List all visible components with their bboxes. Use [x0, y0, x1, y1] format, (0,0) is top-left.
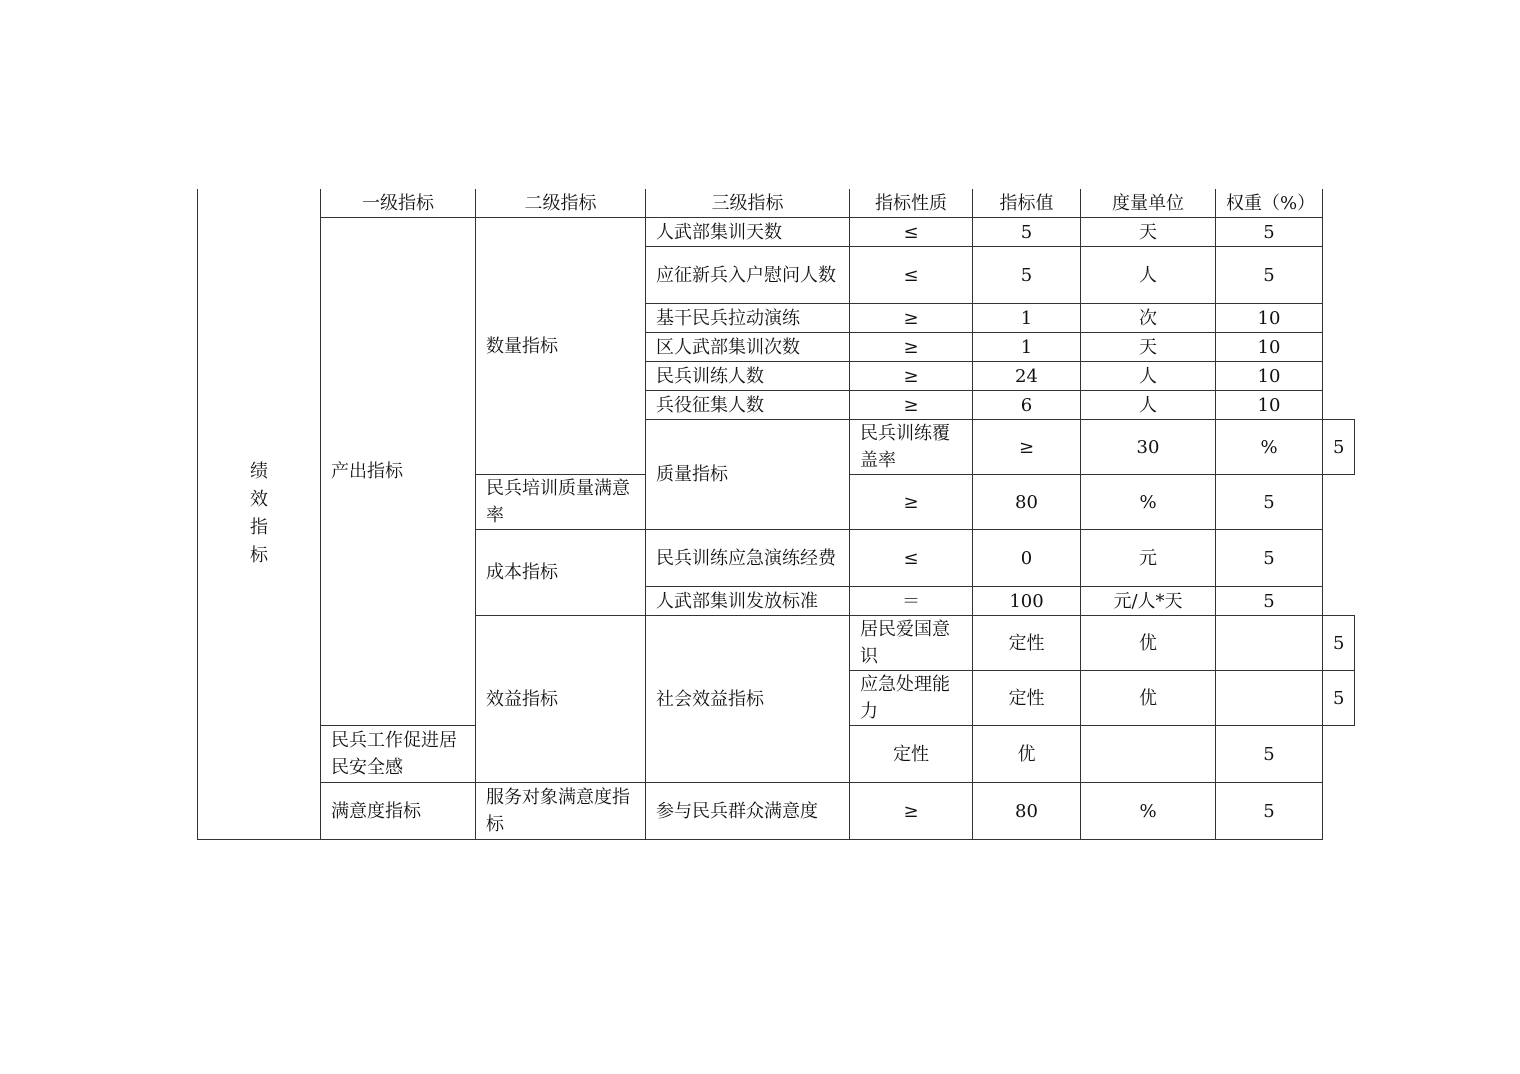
nature-cell: ≥ — [850, 362, 973, 391]
table-row — [198, 783, 1355, 840]
nature-cell: ≥ — [973, 420, 1081, 475]
level3-name: 民兵工作促进居民安全感 — [321, 726, 476, 783]
level3-name: 民兵训练应急演练经费 — [646, 530, 850, 587]
unit-cell: 元/人*天 — [1081, 587, 1216, 616]
level3-name: 基干民兵拉动演练 — [646, 304, 850, 333]
header-level3: 三级指标 — [646, 189, 850, 218]
weight-cell: 10 — [1216, 391, 1323, 420]
nature-cell: ≥ — [850, 475, 973, 530]
unit-cell: % — [1081, 783, 1216, 840]
level3-name: 区人武部集训次数 — [646, 333, 850, 362]
nature-cell: ≥ — [850, 304, 973, 333]
level3-name: 人武部集训发放标准 — [646, 587, 850, 616]
weight-cell: 5 — [1216, 218, 1323, 247]
weight-cell: 10 — [1216, 304, 1323, 333]
performance-indicator-side-label — [198, 189, 321, 840]
unit-cell: 人 — [1081, 391, 1216, 420]
weight-cell: 5 — [1323, 420, 1355, 475]
level2-cost: 成本指标 — [476, 530, 646, 616]
nature-cell: ≥ — [850, 783, 973, 840]
level2-quality: 质量指标 — [646, 420, 850, 530]
nature-cell: 定性 — [850, 726, 973, 783]
unit-cell: 元 — [1081, 530, 1216, 587]
unit-cell: 人 — [1081, 362, 1216, 391]
level3-name: 应征新兵入户慰问人数 — [646, 247, 850, 304]
header-weight: 权重（%） — [1216, 189, 1323, 218]
level1-satisfaction: 满意度指标 — [321, 783, 476, 840]
value-cell: 1 — [973, 333, 1081, 362]
value-cell: 24 — [973, 362, 1081, 391]
unit-cell: 次 — [1081, 304, 1216, 333]
nature-cell: 定性 — [973, 616, 1081, 671]
value-cell: 0 — [973, 530, 1081, 587]
unit-cell — [1081, 726, 1216, 783]
header-unit: 度量单位 — [1081, 189, 1216, 218]
nature-cell: ≤ — [850, 530, 973, 587]
level3-name: 居民爱国意识 — [850, 616, 973, 671]
weight-cell: 5 — [1216, 475, 1323, 530]
weight-cell: 5 — [1216, 587, 1323, 616]
value-cell: 80 — [973, 475, 1081, 530]
weight-cell: 5 — [1216, 783, 1323, 840]
level3-name: 兵役征集人数 — [646, 391, 850, 420]
level2-service: 服务对象满意度指标 — [476, 783, 646, 840]
level2-social: 社会效益指标 — [646, 616, 850, 783]
header-level1: 一级指标 — [321, 189, 476, 218]
level3-name: 民兵训练人数 — [646, 362, 850, 391]
value-cell: 优 — [973, 726, 1081, 783]
value-cell: 5 — [973, 218, 1081, 247]
value-cell: 优 — [1081, 671, 1216, 726]
header-value: 指标值 — [973, 189, 1081, 218]
value-cell: 100 — [973, 587, 1081, 616]
nature-cell: 定性 — [973, 671, 1081, 726]
level3-name: 民兵培训质量满意率 — [476, 475, 646, 530]
nature-cell: ≤ — [850, 218, 973, 247]
weight-cell: 5 — [1216, 530, 1323, 587]
level3-name: 参与民兵群众满意度 — [646, 783, 850, 840]
value-cell: 6 — [973, 391, 1081, 420]
unit-cell — [1216, 671, 1323, 726]
value-cell: 1 — [973, 304, 1081, 333]
unit-cell: 人 — [1081, 247, 1216, 304]
side-label-char: 绩 — [250, 461, 268, 482]
header-level2: 二级指标 — [476, 189, 646, 218]
table-row — [198, 218, 1355, 247]
header-row — [198, 189, 1355, 218]
side-label-char: 指 — [250, 517, 268, 538]
unit-cell: % — [1081, 475, 1216, 530]
value-cell: 5 — [973, 247, 1081, 304]
unit-cell: 天 — [1081, 218, 1216, 247]
value-cell: 30 — [1081, 420, 1216, 475]
weight-cell: 5 — [1323, 671, 1355, 726]
nature-cell: ≤ — [850, 247, 973, 304]
nature-cell: ≥ — [850, 333, 973, 362]
level3-name: 人武部集训天数 — [646, 218, 850, 247]
unit-cell — [1216, 616, 1323, 671]
value-cell: 优 — [1081, 616, 1216, 671]
unit-cell: 天 — [1081, 333, 1216, 362]
level3-name: 民兵训练覆盖率 — [850, 420, 973, 475]
weight-cell: 5 — [1216, 726, 1323, 783]
level1-benefit: 效益指标 — [476, 616, 646, 783]
level2-quantity: 数量指标 — [476, 218, 646, 475]
weight-cell: 5 — [1216, 247, 1323, 304]
nature-cell: ≥ — [850, 391, 973, 420]
weight-cell: 10 — [1216, 362, 1323, 391]
level1-output: 产出指标 — [321, 218, 476, 726]
weight-cell: 5 — [1323, 616, 1355, 671]
header-nature: 指标性质 — [850, 189, 973, 218]
performance-indicator-table — [197, 189, 1355, 840]
side-label-char: 效 — [250, 489, 268, 510]
unit-cell: % — [1216, 420, 1323, 475]
value-cell: 80 — [973, 783, 1081, 840]
weight-cell: 10 — [1216, 333, 1323, 362]
level3-name: 应急处理能力 — [850, 671, 973, 726]
side-label-char: 标 — [250, 545, 268, 566]
nature-cell: ＝ — [850, 587, 973, 616]
